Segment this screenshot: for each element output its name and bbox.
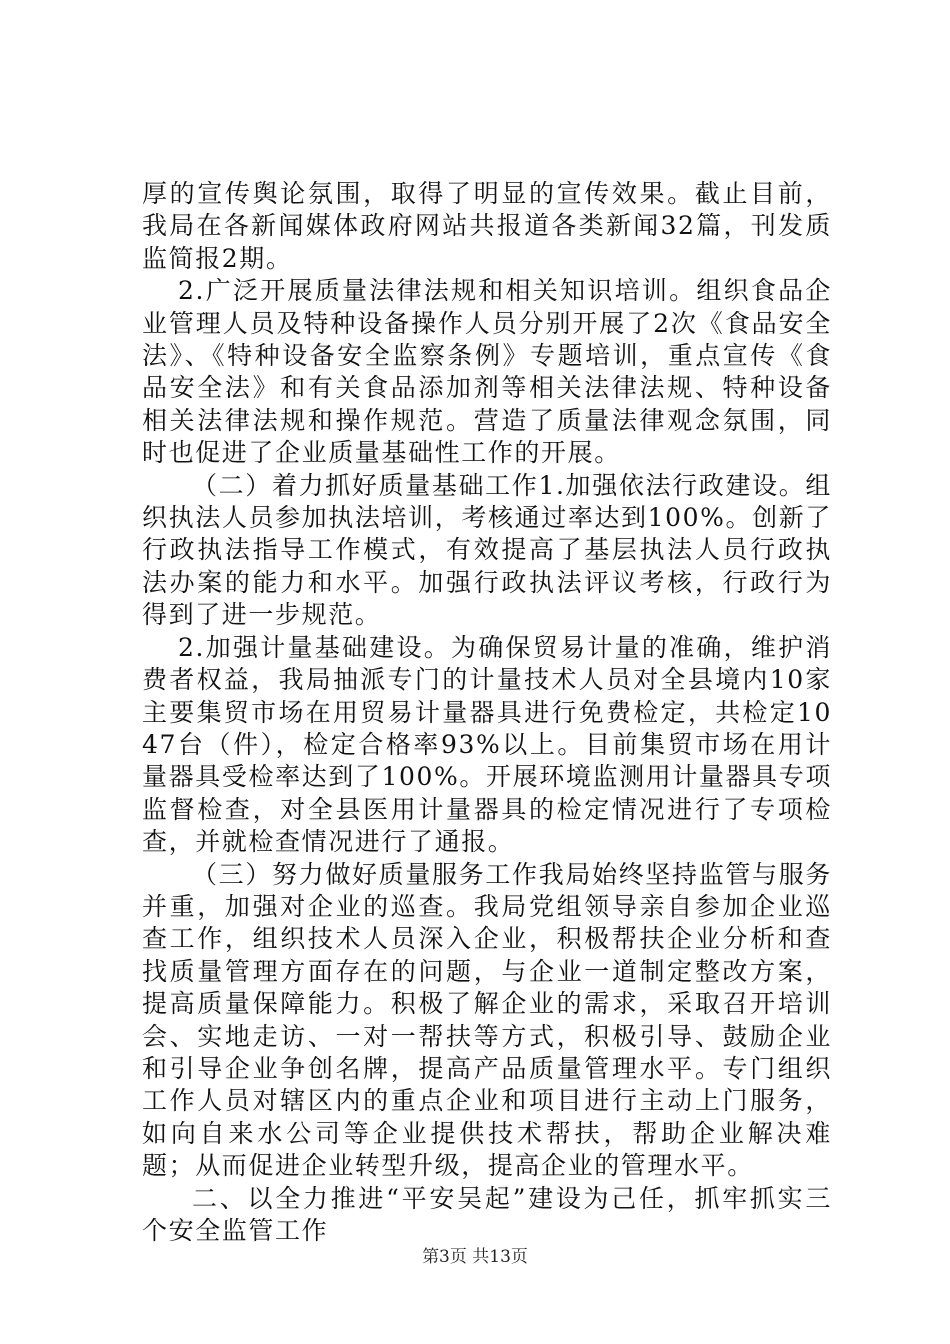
paragraph-publicity-results: 厚的宣传舆论氛围，取得了明显的宣传效果。截止目前，我局在各新闻媒体政府网站共报道各类新闻32篇，刊发质监简报2期。 bbox=[142, 179, 832, 273]
document-body bbox=[142, 178, 832, 1247]
paragraph-legal-training: 2.广泛开展质量法律法规和相关知识培训。组织食品企业管理人员及特种设备操作人员分别开展了2次《食品安全法》、《特种设备安全监察条例》专题培训，重点宣传《食品安全法》和有关食品添加剂等相关法律法规、特种设备相关法律法规和操作规范。营造了质量法律观念氛围，同时也促进了企业质量基础性工作的开展。 bbox=[142, 276, 832, 468]
section-heading-safety: 二、以全力推进“平安吴起”建设为己任，抓牢抓实三个安全监管工作 bbox=[142, 1183, 832, 1245]
paragraph-metrology: 2.加强计量基础建设。为确保贸易计量的准确，维护消费者权益，我局抽派专门的计量技术人员对全县境内10家主要集贸市场在用贸易计量器具进行免费检定，共检定1047台（件），检定合格率93%以上。目前集贸市场在用计量器具受检率达到了100%。开展环境监测用计量器具专项监督检查，对全县医用计量器具的检定情况进行了专项检查，并就检查情况进行了通报。 bbox=[142, 632, 832, 857]
paragraph-quality-foundation: （二）着力抓好质量基础工作1.加强依法行政建设。组织执法人员参加执法培训，考核通过率达到100%。创新了行政执法指导工作模式，有效提高了基层执法人员行政执法办案的能力和水平。加强行政执法评议考核，行政行为得到了进一步规范。 bbox=[142, 470, 832, 630]
paragraph-quality-service: （三）努力做好质量服务工作我局始终坚持监管与服务并重，加强对企业的巡查。我局党组领导亲自参加企业巡查工作，组织技术人员深入企业，积极帮扶企业分析和查找质量管理方面存在的问题，与企业一道制定整改方案，提高质量保障能力。积极了解企业的需求，采取召开培训会、实地走访、一对一帮扶等方式，积极引导、鼓励企业和引导企业争创名牌，提高产品质量管理水平。专门组织工作人员对辖区内的重点企业和项目进行主动上门服务，如向自来水公司等企业提供技术帮扶，帮助企业解决难题；从而促进企业转型升级，提高企业的管理水平。 bbox=[142, 859, 832, 1181]
page-footer: 第3页 共13页 bbox=[422, 1247, 528, 1267]
